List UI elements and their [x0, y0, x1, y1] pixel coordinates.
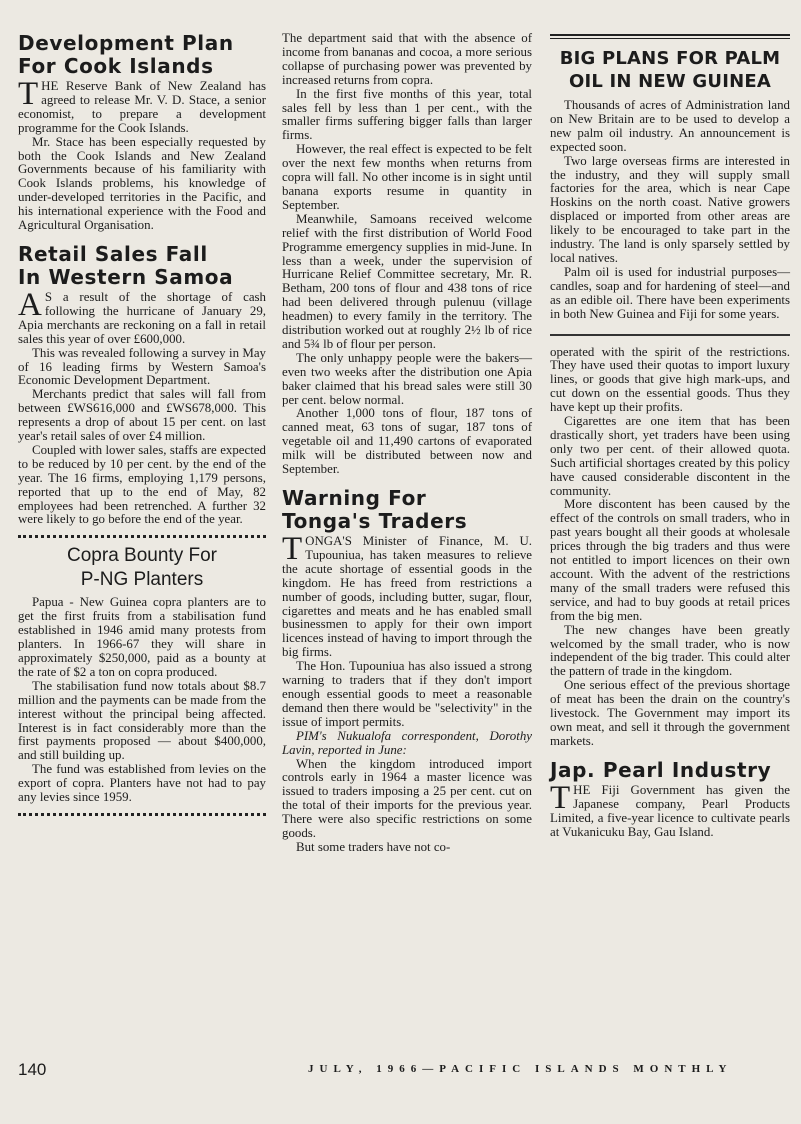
article-samoa-continued — [282, 32, 532, 477]
paragraph-text: The Hon. Tupouniua has also issued a strong warning to traders that if they don't import enough essential goods to meet a reasonable demand then there would be "selectivity" in the issue of import permits. — [282, 659, 532, 729]
paragraph — [282, 213, 532, 352]
paragraph — [282, 143, 532, 213]
paragraph — [18, 763, 266, 805]
article-tonga-traders — [282, 531, 532, 855]
section-rule — [550, 334, 790, 336]
double-rule — [550, 34, 790, 39]
page-footer — [18, 1060, 790, 1080]
article-tonga-continued — [550, 346, 790, 749]
paragraph — [282, 407, 532, 477]
paragraph — [18, 444, 266, 527]
paragraph — [18, 76, 266, 136]
paragraph-text: Mr. Stace has been especially requested by both the Cook Islands and New Zealand Governments because of his familiarity with Cook Islands problems, his knowledge of under-developed territories in the Pacific, and his international experience with the Food and Agricultural Organisation. — [18, 134, 266, 233]
paragraph — [18, 136, 266, 233]
paragraph-text: ONGA'S Minister of Finance, M. U. Tupouniua, has taken measures to relieve the acute shortage of essential goods in the kingdom. He has freed from restrictions a number of goods, including butter, sugar, flour, cigarettes and meats and he has enabled small businessmen to apply for their own import licences instead of having to import through the big firms. — [282, 534, 532, 660]
article-development-plan — [18, 76, 266, 233]
paragraph-text: The stabilisation fund now totals about $8.7 million and the payments can be made from the interest without the principal being affected. Interest is in fact considerably more than the first payments proposed — about $400,000, and still building up. — [18, 678, 266, 763]
paragraph-text: In the first five months of this year, total sales fell by less than 1 per cent., with the smaller firms suffering bigger falls than larger firms. — [282, 86, 532, 143]
paragraph-text: However, the real effect is expected to be felt over the next few months when returns from copra will fall. No other income is in sight until banana exports resume in quantity in September. — [282, 142, 532, 212]
paragraph — [282, 730, 532, 758]
paragraph — [282, 758, 532, 841]
paragraph-text: One serious effect of the previous shortage of meat has been the drain on the country's livestock. The Government may import its own meat, and sell it through the government markets. — [550, 678, 790, 748]
paragraph-text: The department said that with the absence of income from bananas and cocoa, a more serious collapse of purchasing power was prevented by increased returns from copra. — [282, 31, 532, 87]
paragraph-text: The new changes have been greatly welcomed by the small trader, who is now independent of the big trader. This could alter the pattern of trade in the kingdom. — [550, 622, 790, 679]
paragraph-text: Another 1,000 tons of flour, 187 tons of canned meat, 63 tons of sugar, 187 tons of vegetable oil and 11,490 cartons of evaporated milk will be distributed between now and September. — [282, 406, 532, 477]
paragraph — [550, 155, 790, 266]
paragraph-text: HE Reserve Bank of New Zealand has agreed to release Mr. V. D. Stace, a senior economist, to prepare a development programme for the Cook Islands. — [18, 79, 266, 135]
paragraph — [550, 415, 790, 498]
column-right — [550, 32, 790, 839]
drop-cap: A — [18, 286, 42, 323]
paragraph-text: operated with the spirit of the restrictions. They have used their quotas to import luxury lines, or goods that give high mark-ups, and cut down on the essential goods. Thus they have kept up their profits. — [550, 344, 790, 415]
article-copra-bounty — [18, 596, 266, 805]
paragraph — [282, 88, 532, 144]
paragraph-text: More discontent has been caused by the effect of the controls on small traders, who in past years bought all their goods at wholesale prices through the big traders and thus were not entitled to import licences on their own account. With the advent of the restrictions many of the small traders were refused this service, and had to buy goods at retail prices from the big men. — [550, 497, 790, 623]
paragraph-text: Merchants predict that sales will fall from between £WS616,000 and £WS678,000. This represents a drop of about 15 per cent. on last year's retail sales of over £4 million. — [18, 387, 266, 444]
paragraph-text: Cigarettes are one item that has been drastically short, yet traders have been using only two per cent. of their allowed quota. Such artificial shortages created by this policy have caused considerable discontent in the community. — [550, 414, 790, 498]
headline-line: Warning For — [282, 486, 427, 510]
paragraph — [550, 99, 790, 155]
headline-line: OIL IN NEW GUINEA — [568, 71, 772, 92]
paragraph-text: Meanwhile, Samoans received welcome relief with the first distribution of World Food Programme emergency supplies in mid-June. In less than a week, under the supervision of Hurricane Relief Committee secretary, Mr. R. Betham, 200 tons of flour and 438 tons of rice had been delivered through pulenuu (village headmen) to every family in the territory. The distribution worked out at roughly 2½ lb of rice and 5¾ lb of flour per person. — [282, 211, 532, 351]
headline-line: Tonga's Traders — [282, 509, 468, 533]
drop-cap: T — [282, 531, 303, 567]
headline-development-plan — [18, 32, 266, 78]
decorative-divider — [18, 535, 266, 538]
paragraph — [550, 498, 790, 623]
article-palm-oil — [550, 99, 790, 322]
drop-cap: T — [18, 76, 39, 112]
paragraph — [550, 266, 790, 322]
paragraph-text: S a result of the shortage of cash following the hurricane of January 29, Apia merchants are reckoning on a fall in retail sales this year of over £600,000. — [18, 289, 266, 346]
running-footer: JULY, 1966—PACIFIC ISLANDS MONTHLY — [308, 1063, 733, 1075]
headline-copra-bounty — [18, 544, 266, 592]
headline-line: Copra Bounty For — [67, 545, 217, 567]
paragraph-text: But some traders have not co- — [296, 839, 451, 854]
headline-tonga-traders — [282, 487, 532, 533]
headline-line: For Cook Islands — [18, 54, 214, 78]
paragraph-text: HE Fiji Government has given the Japanese company, Pearl Products Limited, a five-year licence to cultivate pearls at Vukanicuku Bay, Gau Island. — [550, 782, 790, 839]
paragraph-text: Palm oil is used for industrial purposes—candles, soap and for hardening of steel—and as an edible oil. There have been experiments in both New Guinea and Fiji for some years. — [550, 264, 790, 321]
headline-line: Retail Sales Fall — [18, 241, 208, 266]
decorative-divider — [18, 813, 266, 816]
headline-line: BIG PLANS FOR PALM — [559, 48, 781, 69]
paragraph — [282, 32, 532, 88]
drop-cap: T — [550, 779, 571, 816]
paragraph — [550, 624, 790, 680]
paragraph-text: Thousands of acres of Administration land on New Britain are to be used to develop a new palm oil industry. An announcement is expected soon. — [550, 98, 790, 154]
paragraph — [18, 388, 266, 444]
page-number: 140 — [18, 1060, 47, 1079]
paragraph-text: PIM's Nukualofa correspondent, Dorothy Lavin, reported in June: — [282, 728, 532, 757]
headline-retail-sales — [18, 243, 266, 289]
column-middle — [282, 32, 532, 855]
paragraph — [18, 680, 266, 763]
headline-palm-oil — [550, 47, 790, 93]
paragraph — [18, 286, 266, 347]
paragraph-text: Papua - New Guinea copra planters are to get the first fruits from a stabilisation fund established in 1946 amid many protests from planters. In 1966-67 they will share in approximately $250,000, paid as a bounty at the rate of $2 a ton on copra produced. — [18, 595, 266, 679]
headline-line: Development Plan — [18, 31, 234, 55]
paragraph — [282, 841, 532, 855]
paragraph — [282, 660, 532, 730]
article-pearl-industry — [550, 779, 790, 840]
paragraph-text: Two large overseas firms are interested in the industry, and they will supply small factories for the area, which is near Cape Hoskins on the north coast. Native growers displaced or imported from other areas are likely to be encouraged to take part in the industry. The land is only sparsely settled by local natives. — [550, 153, 790, 265]
paragraph-text: When the kingdom introduced import controls early in 1964 a master licence was issued to traders imposing a 25 per cent. cut on the total of their imports for the previous year. There were also specific restrictions on some goods. — [282, 756, 532, 841]
paragraph-text: Coupled with lower sales, staffs are expected to be reduced by 10 per cent. by the end of the year. The 16 firms, employing 1,179 persons, reported that up to the end of May, 82 employees had been retrenched. A further 32 were likely to go before the end of the year. — [18, 442, 266, 527]
paragraph — [550, 346, 790, 416]
column-left — [18, 32, 266, 822]
paragraph — [18, 347, 266, 389]
paragraph — [550, 679, 790, 749]
paragraph — [550, 779, 790, 840]
headline-line: P-NG Planters — [80, 569, 204, 591]
paragraph-text: The only unhappy people were the bakers—even two weeks after the distribution one Apia baker claimed that his bread sales were still 30 per cent. below normal. — [282, 350, 532, 407]
headline-pearl-industry — [550, 759, 790, 782]
paragraph-text: This was revealed following a survey in May of 16 leading firms by Western Samoa's Economic Development Department. — [18, 345, 266, 388]
headline-line: In Western Samoa — [18, 264, 234, 289]
paragraph — [18, 596, 266, 679]
paragraph-text: The fund was established from levies on the export of copra. Planters have not had to pay any levies since 1959. — [18, 762, 266, 805]
headline-line: Jap. Pearl Industry — [550, 757, 772, 782]
article-retail-sales — [18, 286, 266, 527]
paragraph — [282, 531, 532, 660]
paragraph — [282, 352, 532, 408]
